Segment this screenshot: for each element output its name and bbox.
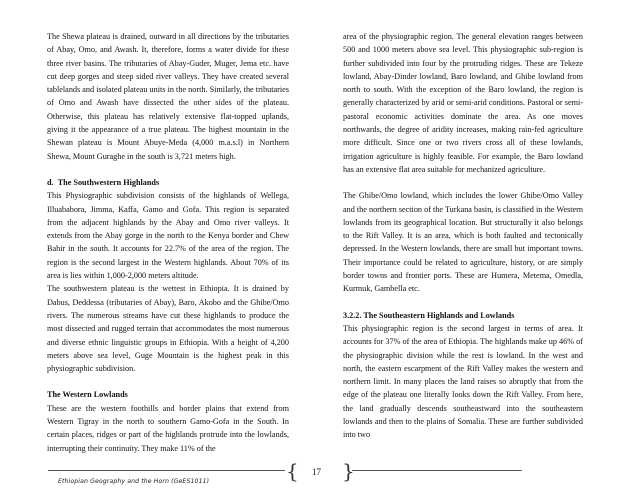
footer-rule-left bbox=[48, 470, 285, 471]
paragraph-lowland-elevation: area of the physiographic region. The general elevation ranges between 500 and 1000 meters above sea level. This physiographic sub-region is further subdivided into four by the protruding ridges. These are Tekeze lowland, Abay-Dinder lowland, Baro lowland, and Ghibe lowland from north to south. With the exception of the Baro lowland, the region is generally characterized by arid or semi-arid conditions. Pastoral or semi-pastoral economic activities dominate the area. As one moves northwards, the degree of aridity increases, making rain-fed agriculture more difficult. Since one or two rivers cross all of these lowlands, irrigation agriculture is highly feasible. For example, the Baro lowland has an extensive flat area suitable for mechanized agriculture. bbox=[343, 32, 583, 174]
paragraph-southwestern-extent: This Physiographic subdivision consists of the highlands of Wellega, Illuababora, Jimma, Kaffa, Gamo and Gofa. This region is separated from the adjacent highlands by the Abay and Omo river valleys. It extends from the Abay gorge in the north to the Kenya border and Chew Bahir in the south. It accounts for 22.7% of the area of the region. The region is the second largest in the Western highlands. About 70% of its area is lies within 1,000-2,000 meters altitude. bbox=[47, 191, 289, 281]
footer-rule-right bbox=[352, 470, 522, 471]
page-number: 17 bbox=[312, 467, 321, 477]
heading-southwestern-highlands bbox=[47, 176, 289, 189]
footer-brace-right: } bbox=[342, 459, 355, 483]
heading-western-lowlands: The Western Lowlands bbox=[47, 390, 128, 400]
left-column bbox=[47, 30, 289, 455]
paragraph-western-lowlands: These are the western foothills and border plains that extend from Western Tigray in the north to southern Gamo-Gofa in the South. In certain places, ridges or part of the highlands protrude into the lowlands, interrupting their continuity. They make 11% of the bbox=[47, 403, 289, 453]
paragraph-southeastern-highlands: This physiographic region is the second largest in terms of area. It accounts for 37% of the area of Ethiopia. The highlands make up 46% of the physiographic division while the rest is lowland. In the west and north, the eastern escarpment of the Rift Valley makes the western and northern limit. In many places the land raises so abruptly that from the edge of the plateau one literally looks down the Rift Valley. From here, the land gradually descends southeastward into the southeastern lowlands and then to the plains of Somalia. These are further subdivided into two bbox=[343, 323, 583, 440]
heading-letter: d. bbox=[47, 177, 54, 187]
heading-southeastern-highlands: 3.2.2. The Southeastern Highlands and Lowlands bbox=[343, 310, 515, 320]
paragraph-shewa-plateau: The Shewa plateau is drained, outward in all directions by the tributaries of Abay, Omo, and Awash. It, therefore, forms a water divide for these three river basins. The tributaries of Abay-Guder, Muger, Jema etc. have cut deep gorges and steep sided river valleys. They have created several tablelands and isolated plateau units in the north. Similarly, the tributaries of Omo and Awash have dissected the other sides of the plateau. Otherwise, this plateau has relatively extensive flat-topped uplands, giving it the appearance of a true plateau. The highest mountain in the Shewan plateau is Mount Abuye-Meda (4,000 m.a.s.l) in Northern Shewa, Mount Guraghe in the south is 3,721 meters high. bbox=[47, 32, 289, 161]
heading-text: The Southwestern Highlands bbox=[57, 177, 160, 187]
paragraph-ghibe-omo-lowland: The Ghibe/Omo lowland, which includes the lower Ghibe/Omo Valley and the northern section of the Turkana basin, is classified in the Western lowlands from its geographical location. But structurally it also belongs to the Rift Valley. It is an area, which is both faulted and tectonically depressed. In the Western lowlands, there are small but important towns. Their importance could be related to agriculture, history, or are simply border towns and frontier ports. These are Humera, Metema, Omedla, Kurmuk, Gambella etc. bbox=[343, 191, 583, 294]
footer-course-title: Ethiopian Geography and the Horn (GeES1011) bbox=[58, 478, 210, 485]
paragraph-southwestern-drainage: The southwestern plateau is the wettest in Ethiopia. It is drained by Dabus, Deddessa (tributaries of Abay), Baro, Akobo and the Ghibe/Omo rivers. The numerous streams have cut these highlands to produce the most dissected and rugged terrain that accommodates the most numerous and diverse ethnic linguistic groups in Ethiopia. With a height of 4,200 meters above sea level, Guge Mountain is the highest peak in this physiographic subdivision. bbox=[47, 284, 289, 374]
footer-brace-left: { bbox=[286, 459, 299, 483]
right-column bbox=[343, 30, 583, 442]
